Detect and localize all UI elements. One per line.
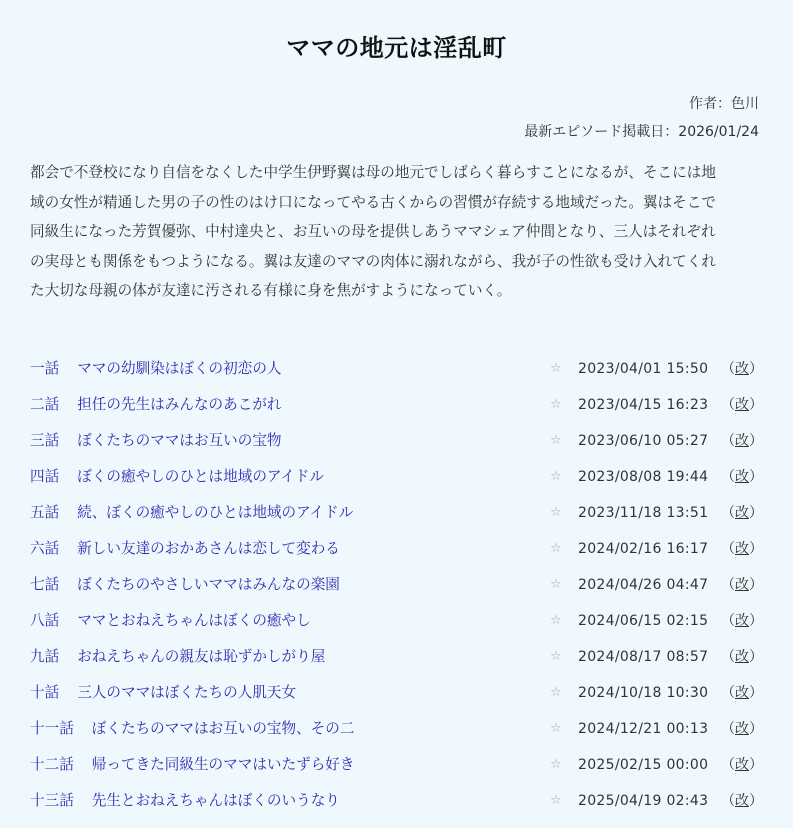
episode-number: 七話: [30, 576, 60, 593]
episode-title: ママとおねえちゃんはぼくの癒やし: [77, 612, 311, 629]
novel-meta: [524, 90, 759, 146]
bookmark-star-icon[interactable]: ☆: [550, 613, 562, 628]
episode-number: 十二話: [30, 756, 74, 773]
episode-date: 2023/11/18 13:51: [578, 505, 709, 521]
revision-marker: （改）: [721, 397, 763, 413]
episode-number: 五話: [30, 504, 60, 521]
revision-link[interactable]: 改: [735, 433, 749, 449]
bookmark-star-icon[interactable]: ☆: [550, 577, 562, 592]
episode-row: [30, 640, 763, 676]
bookmark-star-icon[interactable]: ☆: [550, 793, 562, 808]
episode-list: [30, 352, 763, 820]
episode-title: ママの幼馴染はぼくの初恋の人: [77, 360, 282, 377]
episode-row: [30, 388, 763, 424]
episode-date: 2024/06/15 02:15: [578, 613, 709, 629]
revision-marker: （改）: [721, 577, 763, 593]
revision-link[interactable]: 改: [735, 541, 749, 557]
episode-date: 2024/08/17 08:57: [578, 649, 709, 665]
revision-link[interactable]: 改: [735, 505, 749, 521]
episode-row: [30, 784, 763, 820]
revision-marker: （改）: [721, 757, 763, 773]
episode-title: 帰ってきた同級生のママはいたずら好き: [91, 756, 355, 773]
author-line: 作者：色川: [689, 96, 759, 112]
bookmark-star-icon[interactable]: ☆: [550, 397, 562, 412]
episode-row: [30, 748, 763, 784]
episode-date: 2025/04/19 02:43: [578, 793, 709, 809]
episode-row: [30, 568, 763, 604]
episode-row: [30, 604, 763, 640]
episode-row: [30, 712, 763, 748]
episode-number: 三話: [30, 432, 60, 449]
synopsis-line: 同級生になった芳賀優弥、中村達央と、お互いの母を提供しあうママシェア仲間となり、三人はそれぞれ: [30, 223, 716, 240]
revision-marker: （改）: [721, 793, 763, 809]
episode-number: 十三話: [30, 792, 74, 809]
revision-link[interactable]: 改: [735, 721, 749, 737]
bookmark-star-icon[interactable]: ☆: [550, 469, 562, 484]
episode-link[interactable]: [30, 496, 353, 530]
episode-link[interactable]: [30, 604, 311, 638]
revision-marker: （改）: [721, 433, 763, 449]
episode-number: 二話: [30, 396, 60, 413]
episode-date: 2023/04/15 16:23: [578, 397, 709, 413]
revision-marker: （改）: [721, 613, 763, 629]
bookmark-star-icon[interactable]: ☆: [550, 757, 562, 772]
episode-title: ぼくの癒やしのひとは地域のアイドル: [77, 468, 324, 485]
episode-link[interactable]: [30, 352, 282, 386]
episode-row: [30, 424, 763, 460]
episode-link[interactable]: [30, 640, 325, 674]
episode-number: 四話: [30, 468, 60, 485]
episode-number: 十一話: [30, 720, 74, 737]
revision-marker: （改）: [721, 649, 763, 665]
revision-marker: （改）: [721, 685, 763, 701]
revision-link[interactable]: 改: [735, 649, 749, 665]
episode-date: 2024/12/21 00:13: [578, 721, 709, 737]
episode-number: 一話: [30, 360, 60, 377]
episode-row: [30, 676, 763, 712]
episode-number: 十話: [30, 684, 60, 701]
bookmark-star-icon[interactable]: ☆: [550, 433, 562, 448]
bookmark-star-icon[interactable]: ☆: [550, 505, 562, 520]
revision-link[interactable]: 改: [735, 613, 749, 629]
episode-date: 2024/04/26 04:47: [578, 577, 709, 593]
episode-link[interactable]: [30, 568, 340, 602]
episode-title: 新しい友達のおかあさんは恋して変わる: [77, 540, 340, 557]
episode-row: [30, 532, 763, 568]
revision-link[interactable]: 改: [735, 685, 749, 701]
episode-title: 続、ぼくの癒やしのひとは地域のアイドル: [77, 504, 354, 521]
episode-date: 2023/08/08 19:44: [578, 469, 709, 485]
episode-title: ぼくたちのママはお互いの宝物、その二: [91, 720, 355, 737]
revision-link[interactable]: 改: [735, 757, 749, 773]
revision-marker: （改）: [721, 721, 763, 737]
revision-marker: （改）: [721, 541, 763, 557]
episode-title: おねえちゃんの親友は恥ずかしがり屋: [77, 648, 326, 665]
page-title: ママの地元は淫乱町: [286, 34, 507, 62]
episode-link[interactable]: [30, 532, 340, 566]
synopsis-line: 域の女性が精通した男の子の性のはけ口になってやる古くからの習慣が存続する地域だった。翼はそこで: [30, 193, 716, 211]
episode-link[interactable]: [30, 676, 296, 710]
episode-date: 2024/10/18 10:30: [578, 685, 709, 701]
episode-date: 2023/06/10 05:27: [578, 433, 709, 449]
episode-link[interactable]: [30, 748, 355, 782]
revision-marker: （改）: [721, 469, 763, 485]
episode-title: 先生とおねえちゃんはぼくのいうなり: [91, 792, 340, 809]
episode-title: ぼくたちのママはお互いの宝物: [77, 432, 282, 449]
revision-marker: （改）: [721, 361, 763, 377]
latest-episode-date: 最新エピソード掲載日：2026/01/24: [524, 124, 759, 140]
episode-title: ぼくたちのやさしいママはみんなの楽園: [77, 576, 340, 593]
revision-link[interactable]: 改: [735, 469, 749, 485]
synopsis-line: 都会で不登校になり自信をなくした中学生伊野翼は母の地元でしばらく暮らすことになるが、そこには地: [30, 164, 716, 181]
bookmark-star-icon[interactable]: ☆: [550, 721, 562, 736]
synopsis-line: た大切な母親の体が友達に汚される有様に身を焦がすようになっていく。: [30, 282, 512, 299]
episode-date: 2023/04/01 15:50: [578, 361, 709, 377]
episode-title: 三人のママはぼくたちの人肌天女: [77, 684, 297, 701]
episode-row: [30, 460, 763, 496]
episode-link[interactable]: [30, 784, 340, 818]
episode-link[interactable]: [30, 460, 324, 494]
episode-row: [30, 496, 763, 532]
revision-link[interactable]: 改: [735, 361, 749, 377]
episode-date: 2025/02/15 00:00: [578, 757, 709, 773]
episode-row: [30, 352, 763, 388]
revision-link[interactable]: 改: [735, 397, 749, 413]
bookmark-star-icon[interactable]: ☆: [550, 541, 562, 556]
episode-link[interactable]: [30, 712, 355, 746]
episode-number: 九話: [30, 648, 60, 665]
bookmark-star-icon[interactable]: ☆: [550, 649, 562, 664]
episode-number: 六話: [30, 540, 60, 557]
revision-link[interactable]: 改: [735, 577, 749, 593]
synopsis-line: の実母とも関係をもつようになる。翼は友達のママの肉体に溺れながら、我が子の性欲も受け入れてくれ: [30, 252, 716, 270]
bookmark-star-icon[interactable]: ☆: [550, 685, 562, 700]
episode-title: 担任の先生はみんなのあこがれ: [77, 396, 282, 413]
synopsis: [30, 158, 765, 306]
revision-marker: （改）: [721, 505, 763, 521]
episode-number: 八話: [30, 612, 60, 629]
bookmark-star-icon[interactable]: ☆: [550, 361, 562, 376]
episode-link[interactable]: [30, 388, 282, 422]
episode-link[interactable]: [30, 424, 282, 458]
revision-link[interactable]: 改: [735, 793, 749, 809]
episode-date: 2024/02/16 16:17: [578, 541, 709, 557]
